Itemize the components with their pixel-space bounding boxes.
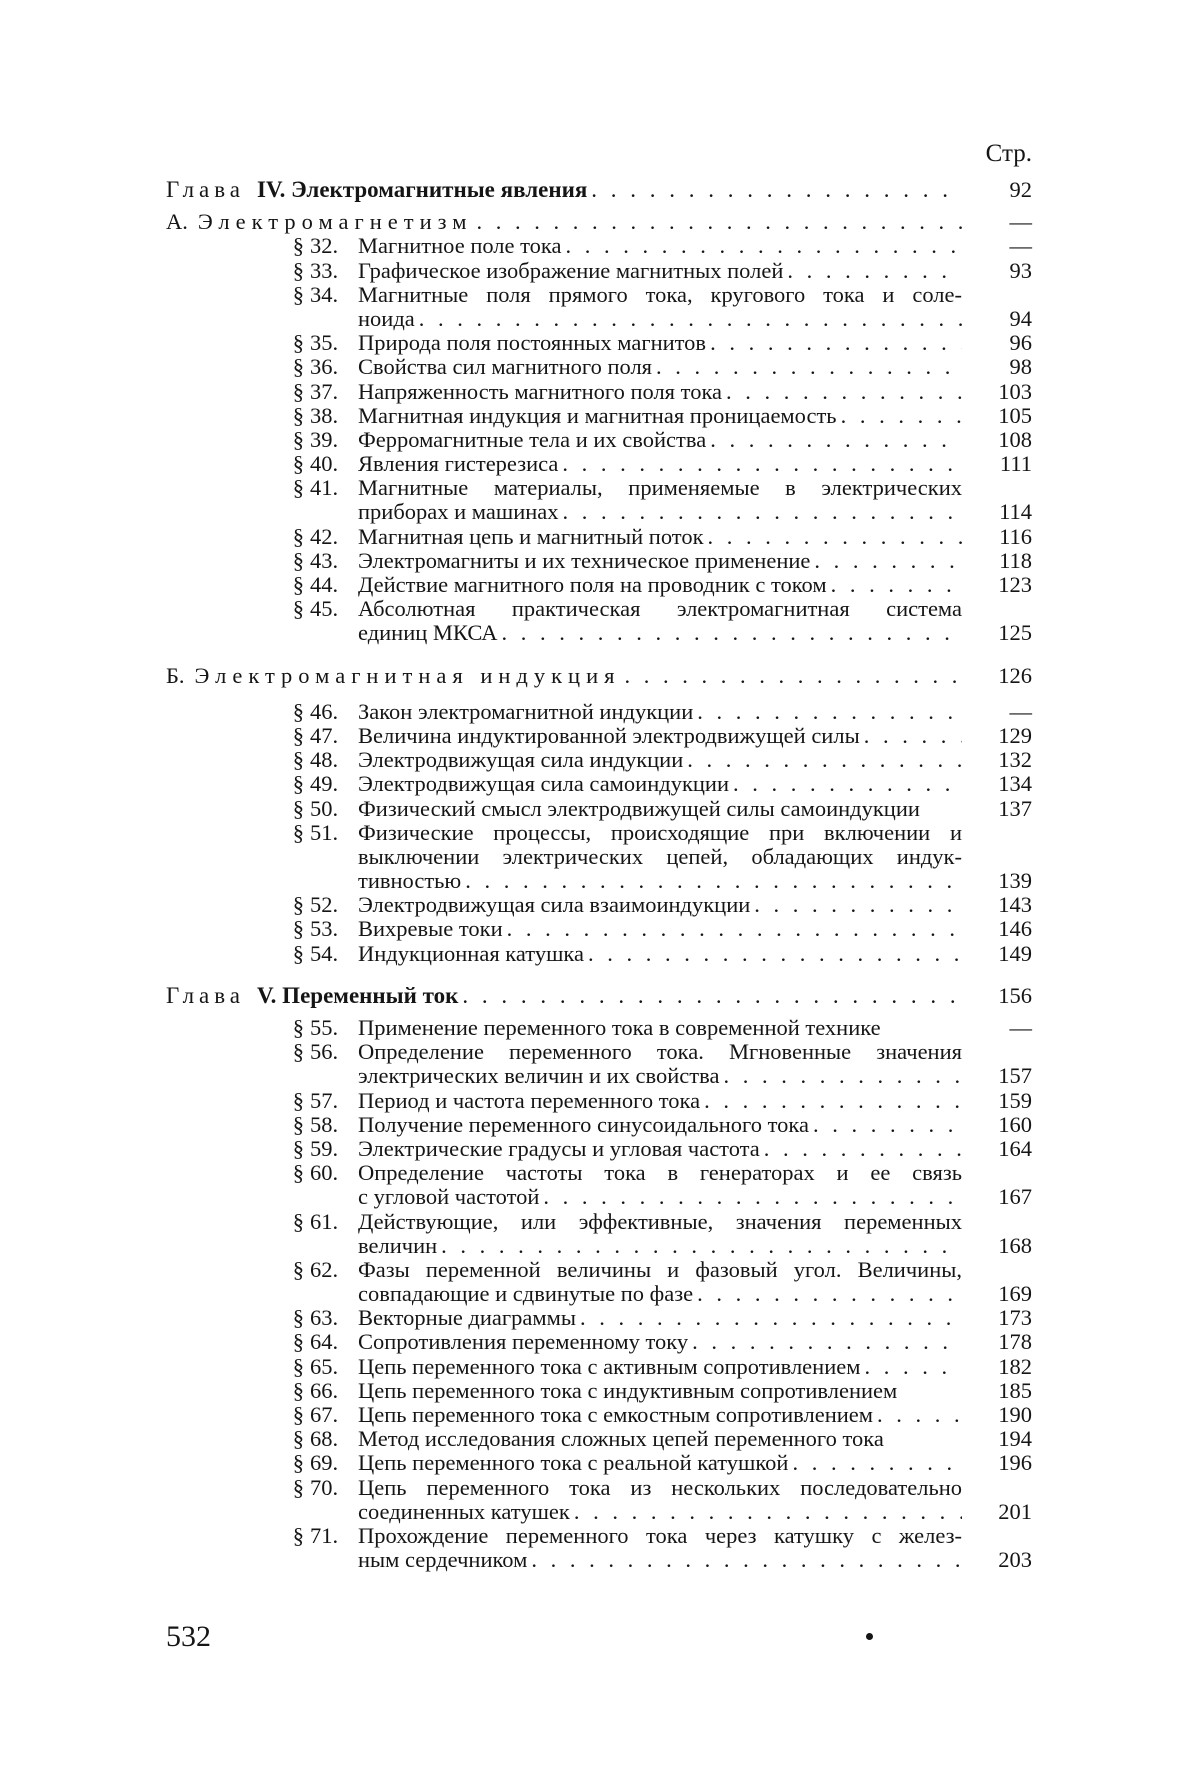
entry-number: 69. (310, 1450, 339, 1476)
section-sign: § (292, 1015, 304, 1040)
chapter-label: Глава (166, 983, 246, 1008)
section-title: Электромагнетизм (197, 210, 473, 235)
page-ref: 123 (998, 572, 1032, 597)
toc-entry (166, 428, 1032, 452)
table-of-contents (166, 178, 1032, 1572)
page-ref: 201 (998, 1498, 1032, 1524)
section-sign: § (292, 378, 304, 404)
page-ref: 185 (998, 1377, 1032, 1403)
entry-title: Получение переменного синусоидального тока (358, 1112, 809, 1137)
entry-number: 42. (310, 523, 339, 549)
toc-entry (166, 355, 1032, 379)
entry-title-cont: величин (358, 1233, 438, 1258)
entry-number: 66. (310, 1377, 339, 1403)
page-ref: 132 (998, 747, 1032, 773)
entry-title-cont: соединенных катушек (358, 1499, 570, 1524)
print-speck (866, 1633, 873, 1640)
entry-number: 60. (310, 1160, 339, 1186)
entry-title: Закон электромагнитной индукции (358, 699, 694, 724)
entry-title: Цепь переменного тока с активным сопротивлением (358, 1354, 861, 1379)
entry-title: Величина индуктированной электродвижущей силы (358, 723, 860, 748)
entry-number: 36. (310, 354, 339, 380)
section-sign: § (292, 451, 304, 477)
section-sign: § (292, 1522, 304, 1548)
section-sign: § (292, 1208, 304, 1234)
entry-title: Абсолютная практическая электромагнитная система (358, 597, 962, 622)
entry-title: Действие магнитного поля на проводник с током (358, 573, 827, 597)
chapter-label: Глава (166, 178, 246, 202)
section-title: Электромагнитная индукция (194, 663, 621, 688)
entry-title: Цепь переменного тока с индуктивным сопротивлением (358, 1378, 898, 1403)
entry-title-cont: тивностью (358, 869, 462, 894)
chapter-title: IV. Электромагнитные явления (257, 178, 588, 202)
toc-entry (166, 1040, 1032, 1064)
entry-number: 45. (310, 596, 339, 622)
section-label: А. (166, 210, 188, 235)
toc-entry (166, 234, 1032, 258)
entry-number: 48. (310, 747, 339, 773)
toc-entry-cont (166, 1282, 1032, 1306)
page-ref: 178 (998, 1329, 1032, 1355)
entry-number: 50. (310, 795, 339, 821)
entry-number: 38. (310, 402, 339, 428)
entry-title: Электродвижущая сила взаимоиндукции (358, 893, 751, 918)
toc-entry (166, 259, 1032, 283)
page-ref: 105 (998, 402, 1032, 428)
entry-title-cont: единиц МКСА (358, 621, 498, 646)
entry-number: 54. (310, 940, 339, 966)
section-sign: § (292, 1039, 304, 1065)
toc-entry (166, 1210, 1032, 1234)
toc-entry-cont (166, 1185, 1032, 1209)
page-ref: 111 (999, 451, 1032, 477)
entry-number: 71. (310, 1522, 339, 1548)
toc-entry-cont (166, 307, 1032, 331)
toc-entry (166, 917, 1032, 941)
entry-number: 41. (310, 475, 339, 501)
toc-entry (166, 1089, 1032, 1113)
entry-title: Цепь переменного тока с реальной катушкой (358, 1451, 789, 1476)
page-ref: 103 (998, 378, 1032, 404)
entry-title-cont: ным сердечником (358, 1548, 528, 1573)
section-sign: § (292, 330, 304, 356)
page-ref: 156 (998, 982, 1032, 1008)
page-ref: 160 (998, 1111, 1032, 1137)
toc-entry (166, 1330, 1032, 1354)
entry-title: Ферромагнитные тела и их свойства (358, 427, 707, 452)
toc-entry-cont (166, 1500, 1032, 1524)
page-ref: 96 (1009, 330, 1032, 356)
entry-title: Определение частоты тока в генераторах и ее связь (358, 1161, 962, 1186)
toc-entry (166, 283, 1032, 307)
toc-chapter-4 (166, 178, 1032, 202)
entry-title: Период и частота переменного тока (358, 1088, 701, 1113)
page-number: 532 (166, 1620, 211, 1653)
section-sign: § (292, 1329, 304, 1355)
entry-number: 65. (310, 1353, 339, 1379)
page-ref: — (1009, 1015, 1032, 1040)
page-column-header: Стр. (985, 140, 1032, 167)
entry-number: 58. (310, 1111, 339, 1137)
entry-title: Индукционная катушка (358, 941, 584, 966)
section-sign: § (292, 402, 304, 428)
toc-entry-cont (166, 845, 1032, 869)
entry-title: Графическое изображение магнитных полей (358, 258, 784, 283)
leader-dots (625, 664, 963, 688)
toc-entry-cont (166, 621, 1032, 645)
page-ref: 146 (998, 916, 1032, 942)
entry-number: 46. (310, 698, 339, 724)
leader-dots (476, 210, 962, 234)
entry-title: Электродвижущая сила индукции (358, 748, 684, 773)
entry-title-cont: выключении электрических цепей, обладающих индук- (358, 844, 962, 869)
toc-entry (166, 1427, 1032, 1451)
section-sign: § (292, 1426, 304, 1452)
entry-title: Магнитная цепь и магнитный поток (358, 524, 704, 549)
entry-title: Физический смысл электродвижущей силы самоиндукции (358, 796, 920, 821)
entry-title: Определение переменного тока. Мгновенные значения (358, 1040, 962, 1065)
section-sign: § (292, 523, 304, 549)
section-sign: § (292, 698, 304, 724)
page-ref: 169 (998, 1281, 1032, 1307)
entry-number: 33. (310, 257, 339, 283)
section-sign: § (292, 354, 304, 380)
toc-entry (166, 1258, 1032, 1282)
section-sign: § (292, 1377, 304, 1403)
leader-dots (462, 984, 962, 1008)
toc-entry (166, 1379, 1032, 1403)
entry-title: Явления гистерезиса (358, 452, 559, 477)
entry-number: 39. (310, 426, 339, 452)
toc-entry-cont (166, 869, 1032, 893)
section-sign: § (292, 1402, 304, 1427)
entry-number: 49. (310, 771, 339, 797)
section-sign: § (292, 475, 304, 501)
section-sign: § (292, 1474, 304, 1500)
page-ref: 94 (1009, 305, 1032, 331)
entry-number: 43. (310, 547, 339, 573)
entry-number: 64. (310, 1329, 339, 1355)
toc-entry (166, 772, 1032, 796)
entry-number: 68. (310, 1426, 339, 1452)
entry-title: Магнитные поля прямого тока, кругового тока и соле- (358, 282, 962, 307)
entry-title: Электродвижущая сила самоиндукции (358, 772, 729, 797)
entry-title: Магнитные материалы, применяемые в электрических (358, 476, 962, 501)
entry-title: Прохождение переменного тока через катушку с желез- (358, 1523, 962, 1548)
entry-title-cont: совпадающие и сдвинутые по фазе (358, 1282, 694, 1307)
toc-entry (166, 724, 1032, 748)
entry-title-cont: приборах и машинах (358, 500, 559, 525)
entry-number: 52. (310, 892, 339, 918)
toc-entry (166, 1524, 1032, 1548)
section-sign: § (292, 1256, 304, 1282)
page-ref: 203 (998, 1547, 1032, 1573)
toc-entry (166, 700, 1032, 724)
toc-entry (166, 573, 1032, 597)
section-sign: § (292, 1160, 304, 1186)
page-ref: 98 (1009, 354, 1032, 380)
entry-number: 56. (310, 1039, 339, 1065)
section-sign: § (292, 819, 304, 845)
entry-number: 47. (310, 722, 339, 748)
entry-title: Фазы переменной величины и фазовый угол. Величины, (358, 1257, 962, 1282)
entry-title: Применение переменного тока в современной технике (358, 1016, 881, 1040)
toc-section-a (166, 210, 1032, 234)
page-ref: 108 (998, 426, 1032, 452)
section-sign: § (292, 1135, 304, 1161)
page-ref: 114 (999, 499, 1032, 525)
toc-entry-cont (166, 1548, 1032, 1572)
section-sign: § (292, 547, 304, 573)
toc-entry (166, 797, 1032, 821)
toc-entry (166, 1403, 1032, 1427)
section-sign: § (292, 795, 304, 821)
toc-entry (166, 525, 1032, 549)
entry-title: Природа поля постоянных магнитов (358, 331, 707, 356)
entry-title-cont: электрических величин и их свойства (358, 1064, 720, 1089)
page-ref: 116 (999, 523, 1032, 549)
entry-number: 62. (310, 1256, 339, 1282)
toc-entry-cont (166, 500, 1032, 524)
entry-title: Вихревые токи (358, 917, 503, 942)
section-label: Б. (166, 663, 185, 688)
entry-number: 67. (310, 1402, 339, 1427)
entry-number: 35. (310, 330, 339, 356)
section-sign: § (292, 1353, 304, 1379)
entry-number: 32. (310, 233, 339, 259)
toc-entry (166, 1355, 1032, 1379)
entry-number: 59. (310, 1135, 339, 1161)
page-ref: 196 (998, 1450, 1032, 1476)
toc-entry (166, 597, 1032, 621)
page-ref: — (1009, 698, 1032, 724)
toc-entry (166, 1161, 1032, 1185)
entry-number: 44. (310, 572, 339, 597)
entry-number: 34. (310, 281, 339, 307)
section-sign: § (292, 940, 304, 966)
page-ref: — (1009, 233, 1032, 259)
page-ref: 167 (998, 1184, 1032, 1210)
page-ref: 93 (1009, 257, 1032, 283)
page-ref: 92 (1009, 177, 1032, 202)
page-ref: 126 (998, 662, 1032, 688)
entry-title: Электрические градусы и угловая частота (358, 1136, 760, 1161)
entry-number: 37. (310, 378, 339, 404)
toc-entry (166, 748, 1032, 772)
entry-number: 61. (310, 1208, 339, 1234)
toc-entry (166, 1137, 1032, 1161)
toc-entry-cont (166, 1234, 1032, 1258)
section-sign: § (292, 722, 304, 748)
section-sign: § (292, 281, 304, 307)
section-sign: § (292, 771, 304, 797)
entry-number: 57. (310, 1087, 339, 1113)
section-sign: § (292, 1450, 304, 1476)
page-ref: — (1009, 209, 1032, 235)
toc-entry (166, 1306, 1032, 1330)
entry-title: Магнитное поле тока (358, 234, 562, 259)
section-sign: § (292, 1305, 304, 1331)
toc-entry (166, 942, 1032, 966)
toc-entry (166, 821, 1032, 845)
entry-number: 51. (310, 819, 339, 845)
leader-dots (591, 178, 962, 202)
toc-entry (166, 1476, 1032, 1500)
section-sign: § (292, 747, 304, 773)
chapter-title: V. Переменный ток (257, 983, 459, 1008)
page-ref: 173 (998, 1305, 1032, 1331)
section-sign: § (292, 233, 304, 259)
toc-entry (166, 549, 1032, 573)
toc-entry-cont (166, 1064, 1032, 1088)
entry-title: Цепь переменного тока из нескольких последовательно (358, 1475, 962, 1500)
entry-title: Магнитная индукция и магнитная проницаемость (358, 403, 837, 428)
page-ref: 118 (999, 547, 1032, 573)
entry-title: Физические процессы, происходящие при включении и (358, 820, 962, 845)
toc-entry (166, 1016, 1032, 1040)
toc-entry (166, 331, 1032, 355)
entry-number: 40. (310, 451, 339, 477)
entry-number: 63. (310, 1305, 339, 1331)
section-sign: § (292, 916, 304, 942)
entry-number: 70. (310, 1474, 339, 1500)
entry-title: Сопротивления переменному току (358, 1330, 689, 1355)
entry-title: Напряженность магнитного поля тока (358, 379, 723, 404)
section-sign: § (292, 572, 304, 597)
section-sign: § (292, 426, 304, 452)
page-ref: 125 (998, 620, 1032, 646)
page-ref: 139 (998, 868, 1032, 894)
toc-entry (166, 452, 1032, 476)
toc-entry (166, 893, 1032, 917)
toc-entry (166, 476, 1032, 500)
section-sign: § (292, 1111, 304, 1137)
entry-title: Метод исследования сложных цепей переменного тока (358, 1427, 884, 1452)
page-ref: 134 (998, 771, 1032, 797)
page-ref: 168 (998, 1232, 1032, 1258)
entry-title-cont: ноида (358, 306, 415, 331)
page-ref: 157 (998, 1063, 1032, 1089)
toc-entry (166, 1113, 1032, 1137)
section-sign: § (292, 596, 304, 622)
section-sign: § (292, 1087, 304, 1113)
entry-title: Цепь переменного тока с емкостным сопротивлением (358, 1403, 873, 1427)
page-ref: 129 (998, 722, 1032, 748)
entry-number: 55. (310, 1015, 339, 1040)
entry-title: Действующие, или эффективные, значения переменных (358, 1209, 962, 1234)
entry-title: Свойства сил магнитного поля (358, 355, 653, 380)
page-ref: 149 (998, 940, 1032, 966)
toc-entry (166, 380, 1032, 404)
page-ref: 194 (998, 1426, 1032, 1452)
page-ref: 182 (998, 1353, 1032, 1379)
entry-title-cont: с угловой частотой (358, 1185, 540, 1210)
entry-title: Векторные диаграммы (358, 1306, 576, 1331)
toc-section-b (166, 664, 1032, 688)
entry-title: Электромагниты и их техническое применение (358, 548, 811, 573)
page-ref: 137 (998, 795, 1032, 821)
page-ref: 190 (998, 1402, 1032, 1427)
toc-chapter-5 (166, 984, 1032, 1008)
toc-entry (166, 1451, 1032, 1475)
section-sign: § (292, 257, 304, 283)
page-ref: 143 (998, 892, 1032, 918)
page-ref: 164 (998, 1135, 1032, 1161)
section-sign: § (292, 892, 304, 918)
page-ref: 159 (998, 1087, 1032, 1113)
toc-entry (166, 404, 1032, 428)
entry-number: 53. (310, 916, 339, 942)
